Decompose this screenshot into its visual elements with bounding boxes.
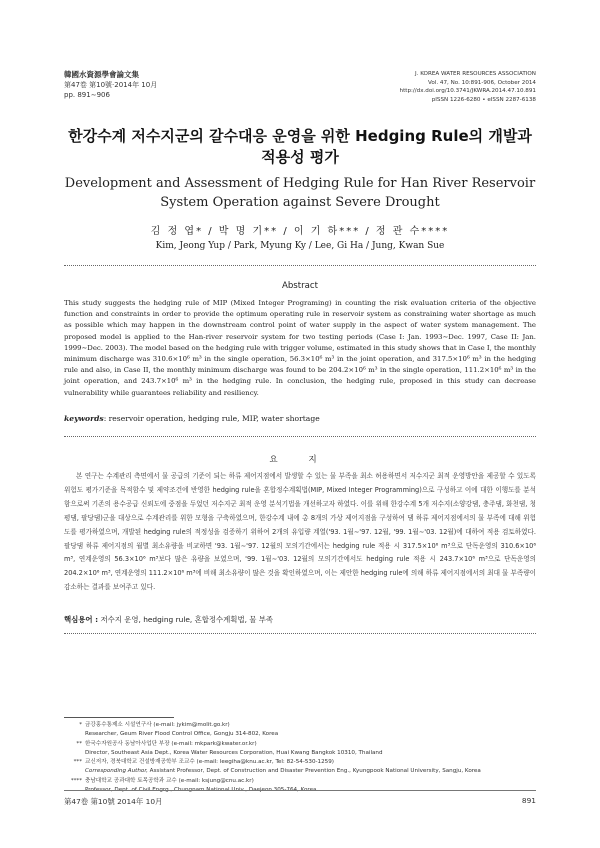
footnote-ko: 금강홍수통제소 시설연구사 (e-mail: jykim@molit.go.kr) bbox=[85, 722, 230, 728]
paper-title-ko: 한강수계 저수지군의 갈수대응 운영을 위한 Hedging Rule의 개발과 적용성 평가 bbox=[68, 127, 532, 166]
footnote-ko: 한국수자원공사 동남아사업단 부장 (e-mail: mkpark@kwater.or.kr) bbox=[85, 740, 257, 747]
korean-keywords bbox=[64, 614, 536, 625]
keywords-text: : reservoir operation, hedging rule, MIP, water shortage bbox=[103, 414, 320, 423]
footnote-item bbox=[64, 777, 536, 796]
korean-abstract-paragraph: 본 연구는 수계관리 측면에서 물 공급의 기준이 되는 하류 제어지점에서 발생할 수 있는 물 부족을 최소 허용하면서 저수지군 최적 운영방안을 제공할 수 있도록 위험도 평가기준을 목적함수 및 제약조건에 반영한 hedging rule을 혼합정수계획법(MIP, Mixed Integer Programming)으로 구성하고 이에 대한 이행도를 분석함으로써 기존의 용수공급 신뢰도에 중점을 두었던 저수지군 최적 운영 분석기법을 개선하고자 하였다. 이를 위해 한강수계 5개 저수지(소양강댐, 충주댐, 화천댐, 청평댐, 팔당댐)군을 대상으로 수계관리를 위한 모형을 구축하였으며, 한강수계 내에 총 8개의 가상 제어지점을 구성하여 댐 하류 제어지점에서의 물 부족에 대해 위험도를 평가하였으며, 개발된 hedging rule의 적정성을 검증하기 위하여 2개의 유입량 계열('93. 1월∼'97. 12월, '99. 1월∼'03. 12월)에 대하여 적용 검토하였다. 팔당댐 하류 제어지점의 월별 최소유량을 비교하면 '93. 1월∼'97. 12월의 모의기간에서는 hedging rule 적용 시 317.5×10⁶ m³으로 단독운영의 310.6×10⁶ m³, 연계운영의 56.3×10⁶ m³보다 많은 유량을 보였으며, '99. 1월∼'03. 12월의 모의기간에서도 hedging rule 적용 시 243.7×10⁶ m³으로 단독운영의 204.2×10⁶ m³, 연계운영의 111.2×10⁶ m³에 비해 최소유량이 많은 것을 확인하였으며, 이는 제안한 hedging rule에 의해 하류 제어지점에서의 최대 물 부족량이 감소하는 결과를 보여주고 있다. bbox=[64, 472, 536, 592]
page-number: 891 bbox=[521, 796, 536, 805]
abstract-keywords bbox=[64, 414, 536, 423]
korean-abstract-body bbox=[64, 470, 536, 595]
footnote-en: Director, Southeast Asia Dept., Korea Water Resources Corporation, Huai Kwang Bangkok 10310, Thailand bbox=[85, 749, 383, 756]
footnote-item bbox=[64, 721, 536, 740]
footnote-mark: ** bbox=[76, 740, 82, 747]
keywords-label: keywords bbox=[64, 414, 104, 423]
authors-en: Kim, Jeong Yup / Park, Myung Ky / Lee, Gi Ha / Jung, Kwan Sue bbox=[155, 241, 445, 251]
divider-middle bbox=[64, 436, 536, 437]
journal-doi-link[interactable]: http://dx.doi.org/10.3741/JKWRA.2014.47.10.891 bbox=[399, 88, 536, 95]
authors-ko: 김 정 엽* / 박 명 기** / 이 기 하*** / 정 관 수**** bbox=[150, 226, 450, 237]
footnote-en: Professor, Dept. of Civil Engrg., Chungnam National Univ., Daejeon 305-764, Korea bbox=[85, 787, 317, 794]
footer-rule bbox=[64, 790, 536, 791]
journal-name-ko: 韓國水資源學會論文集 bbox=[64, 70, 139, 79]
journal-header-left bbox=[64, 70, 157, 100]
divider-top bbox=[64, 265, 536, 266]
footnote-ko: 교신저자, 경북대학교 건설방재공학부 조교수 (e-mail: leegiha@knu.ac.kr, Tel: 82-54-530-1259) bbox=[85, 759, 334, 766]
divider-bottom bbox=[64, 633, 536, 634]
journal-volume-en: Vol. 47, No. 10:891-906, October 2014 bbox=[428, 79, 536, 86]
footnote-mark: *** bbox=[73, 759, 82, 766]
corresponding-author-label: Corresponding Author, bbox=[85, 768, 148, 775]
abstract-heading: Abstract bbox=[281, 281, 319, 291]
footnotes bbox=[64, 721, 536, 795]
footnote-mark: * bbox=[79, 722, 82, 728]
journal-name-en: J. KOREA WATER RESOURCES ASSOCIATION bbox=[414, 71, 536, 77]
journal-issn: pISSN 1226-6280 • eISSN 2287-6138 bbox=[431, 96, 536, 103]
footnote-item bbox=[64, 758, 536, 777]
abstract-body: This study suggests the hedging rule of MIP (Mixed Integer Programing) in counting the risk evaluation criteria of the objective function and constraints in order to provide the optimum operating rule in reservoir system as constraining water shortage as much as possible which may happen in the downstream control point of water supply in the aspect of water system management. The proposed model is applied to the Han-river reservoir system for two testing periods (Case I: Jan. 1993∼Dec. 1997, Case II: Jan. 1999∼Dec. 2003). The model based on the hedging rule with trigger volume, estimated in this study shows that in Case I, the monthly minimum discharge was 310.6×10⁶ m³ in the single operation, 56.3×10⁶ m³ in the joint operation, and 317.5×10⁶ m³ in the hedging rule and also, in Case II, the monthly minimum discharge was found to be 204.2×10⁶ m³ in the single operation, 111.2×10⁶ m³ in the joint operation, and 243.7×10⁶ m³ in the hedging rule. In conclusion, the hedging rule, proposed in this study can decrease vulnerability while guarantees reliability and resiliency. bbox=[64, 299, 536, 397]
footnote-rule bbox=[64, 717, 174, 718]
footnote-mark: **** bbox=[70, 777, 82, 784]
footer-issue: 第47卷 第10號 2014年 10月 bbox=[64, 797, 163, 806]
journal-pages: pp. 891∼906 bbox=[64, 91, 110, 99]
journal-issue-ko: 第47卷 第10號·2014年 10月 bbox=[64, 81, 158, 89]
journal-header-right bbox=[316, 70, 536, 104]
korean-keywords-text: 저수지 운영, hedging rule, 혼합정수계획법, 물 부족 bbox=[100, 615, 274, 624]
korean-abstract-heading: 요 지 bbox=[269, 455, 331, 465]
korean-keywords-label: 핵심용어 : bbox=[64, 615, 99, 624]
footnote-ko: 충남대학교 공과대학 토목공학과 교수 (e-mail: ksjung@cnu.ac.kr) bbox=[85, 777, 254, 784]
footnote-en: Assistant Professor, Dept. of Construction and Disaster Prevention Eng., Kyungpook National University, Sangju, Korea bbox=[149, 768, 481, 775]
paper-title-en: Development and Assessment of Hedging Rule for Han River Reservoir System Operation against Severe Drought bbox=[64, 176, 536, 210]
footnote-en: Researcher, Geum River Flood Control Office, Gongju 314-802, Korea bbox=[85, 731, 279, 738]
footnote-item bbox=[64, 740, 536, 759]
